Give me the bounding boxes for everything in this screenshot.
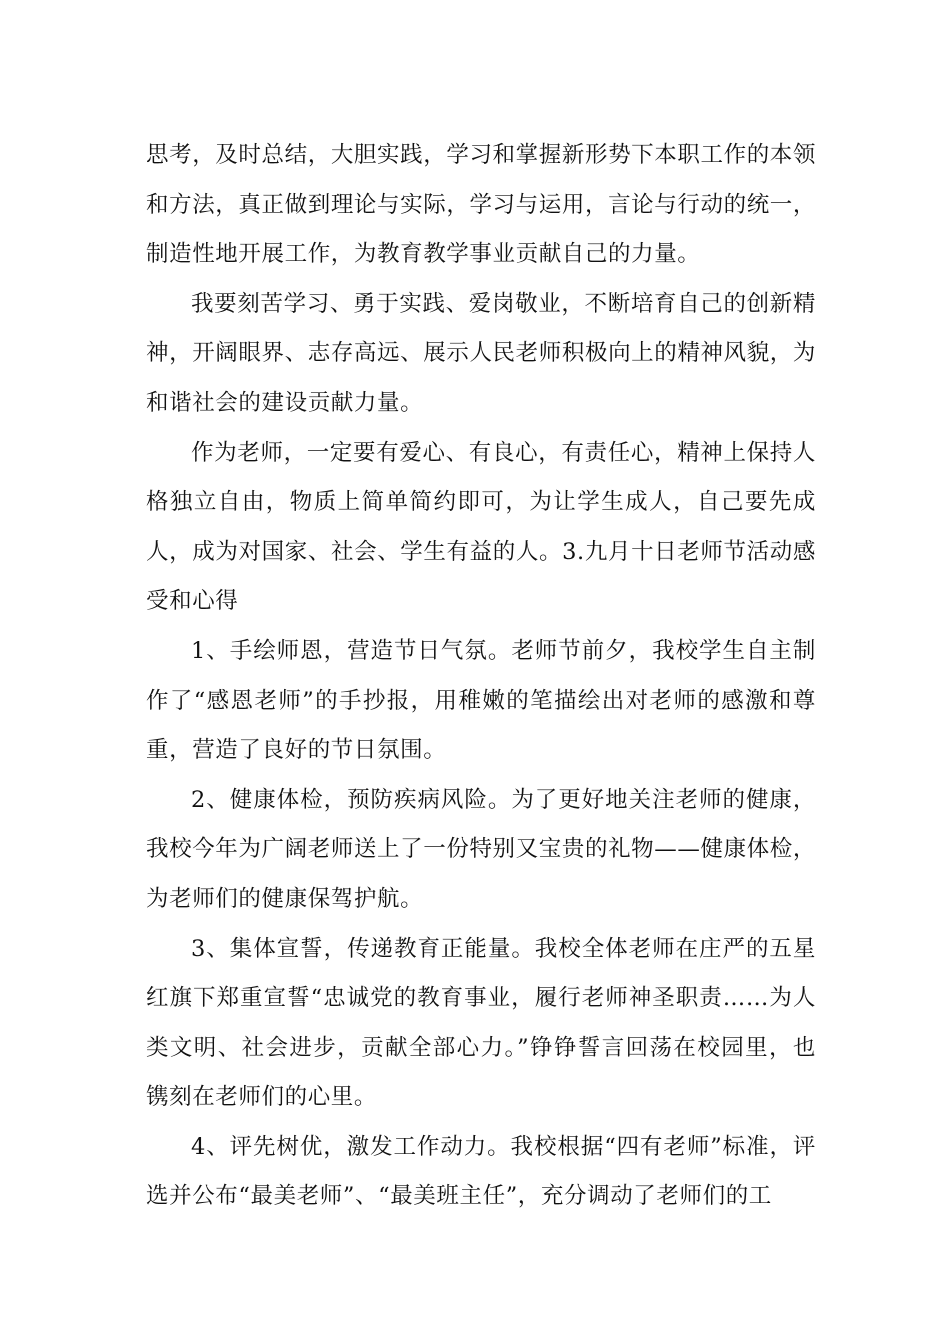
paragraph-7: 4、评先树优，激发工作动力。我校根据“四有老师”标准，评选并公布“最美老师”、“最美班主任”，充分调动了老师们的工: [146, 1133, 816, 1210]
paragraph-1: 思考，及时总结，大胆实践，学习和掌握新形势下本职工作的本领和方法，真正做到理论与实际，学习与运用，言论与行动的统一，制造性地开展工作，为教育教学事业贡献自己的力量。: [146, 142, 816, 268]
paragraph-5: 2、健康体检，预防疾病风险。为了更好地关注老师的健康，我校今年为广阔老师送上了一份特别又宝贵的礼物——健康体检，为老师们的健康保驾护航。: [146, 786, 816, 912]
paragraph-4: 1、手绘师恩，营造节日气氛。老师节前夕，我校学生自主制作了“感恩老师”的手抄报，用稚嫩的笔描绘出对老师的感激和尊重，营造了良好的节日氛围。: [146, 637, 816, 764]
paragraph-2: 我要刻苦学习、勇于实践、爱岗敬业，不断培育自己的创新精神，开阔眼界、志存高远、展示人民老师积极向上的精神风貌，为和谐社会的建设贡献力量。: [146, 290, 816, 416]
paragraph-6: 3、集体宣誓，传递教育正能量。我校全体老师在庄严的五星红旗下郑重宣誓“忠诚党的教育事业，履行老师神圣职责……为人类文明、社会进步，贡献全部心力。”铮铮誓言回荡在校园里，也镌刻在老师们的心里。: [146, 935, 816, 1111]
document-body: [146, 131, 816, 1222]
paragraph-3: 作为老师，一定要有爱心、有良心，有责任心，精神上保持人格独立自由，物质上简单简约即可，为让学生成人，自己要先成人，成为对国家、社会、学生有益的人。3.九月十日老师节活动感受和心得: [146, 439, 816, 615]
